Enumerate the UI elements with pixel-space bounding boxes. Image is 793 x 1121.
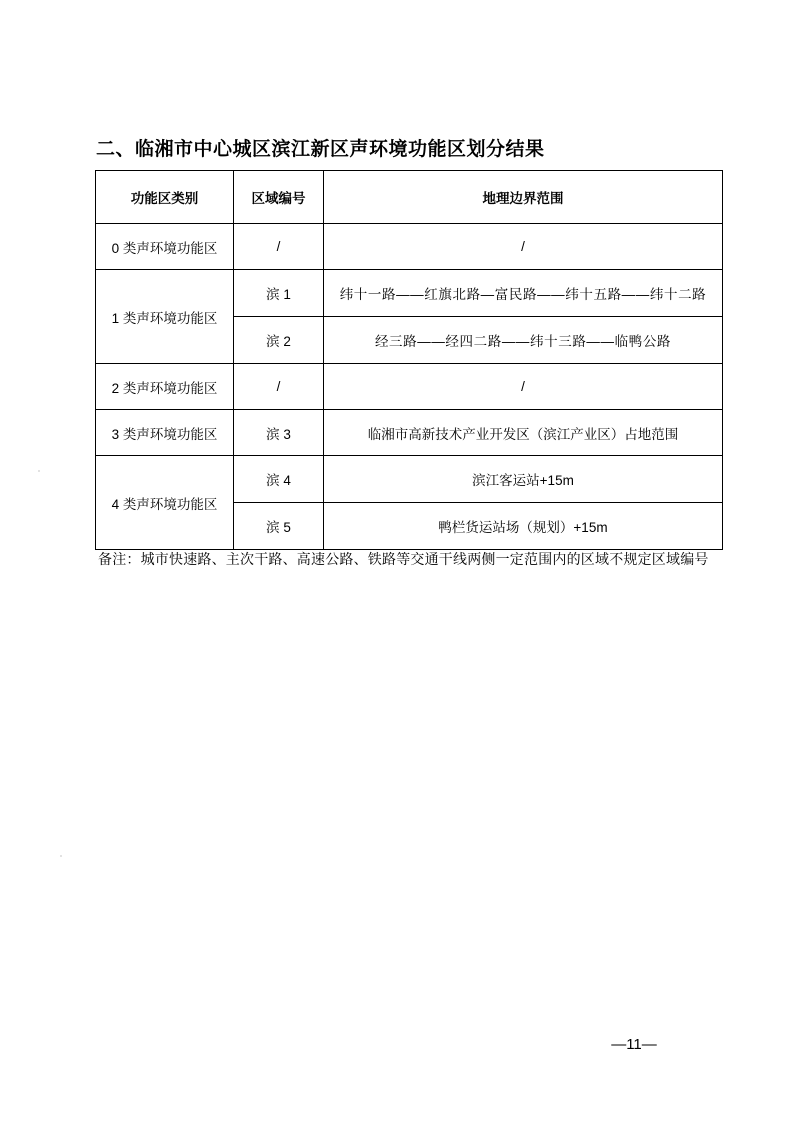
cell-range: 鸭栏货运站场（规划）+15m	[324, 503, 723, 550]
cell-code: 滨 4	[234, 456, 324, 503]
cell-category: 3 类声环境功能区	[96, 410, 234, 456]
table-row	[96, 270, 723, 317]
table-row	[96, 364, 723, 410]
page-number: —11—	[611, 1036, 657, 1053]
cell-range: 临湘市高新技术产业开发区（滨江产业区）占地范围	[324, 410, 723, 456]
cell-category: 1 类声环境功能区	[96, 270, 234, 364]
cell-code: 滨 2	[234, 317, 324, 364]
cell-range: /	[324, 364, 723, 410]
cell-range: 滨江客运站+15m	[324, 456, 723, 503]
cell-range: /	[324, 224, 723, 270]
table-row	[96, 456, 723, 503]
cell-code: 滨 5	[234, 503, 324, 550]
paper-speck	[60, 855, 62, 857]
page-title: 二、临湘市中心城区滨江新区声环境功能区划分结果	[96, 139, 545, 160]
cell-range: 纬十一路——红旗北路—富民路——纬十五路——纬十二路	[324, 270, 723, 317]
cell-code: /	[234, 224, 324, 270]
table-row	[96, 224, 723, 270]
cell-category: 2 类声环境功能区	[96, 364, 234, 410]
cell-category: 0 类声环境功能区	[96, 224, 234, 270]
cell-code: 滨 1	[234, 270, 324, 317]
paper-speck	[38, 470, 40, 472]
table-header-row	[96, 171, 723, 224]
cell-code: 滨 3	[234, 410, 324, 456]
cell-range: 经三路——经四二路——纬十三路——临鸭公路	[324, 317, 723, 364]
zoning-table	[95, 170, 723, 550]
cell-category: 4 类声环境功能区	[96, 456, 234, 550]
column-header-category: 功能区类别	[96, 171, 234, 224]
column-header-range: 地理边界范围	[324, 171, 723, 224]
cell-code: /	[234, 364, 324, 410]
column-header-code: 区域编号	[234, 171, 324, 224]
table-row	[96, 410, 723, 456]
table-note: 备注：城市快速路、主次干路、高速公路、铁路等交通干线两侧一定范围内的区域不规定区域编号	[98, 551, 709, 567]
